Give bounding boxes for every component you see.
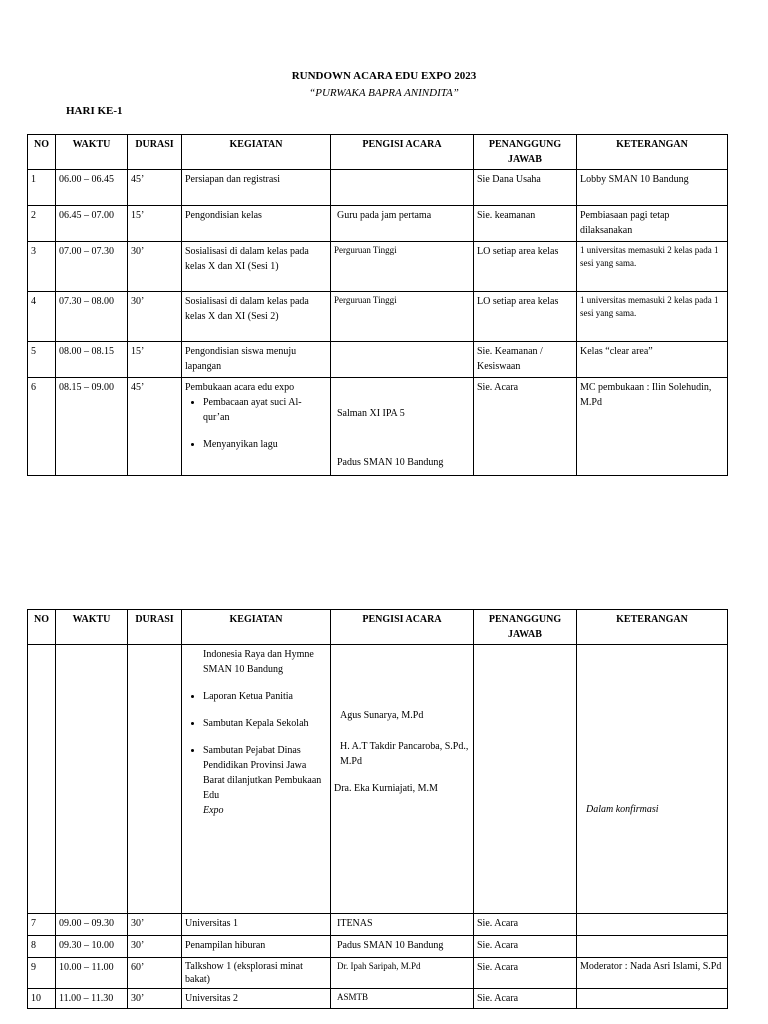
cell-pengisi: Dr. Ipah Saripah, M.Pd xyxy=(331,958,474,989)
table-row xyxy=(28,206,728,242)
table-row xyxy=(28,958,728,989)
cell-durasi: 45’ xyxy=(128,170,182,206)
cell-waktu: 11.00 – 11.30 xyxy=(56,989,128,1009)
table-row xyxy=(28,292,728,342)
table-row xyxy=(28,378,728,476)
cell-pengisi xyxy=(331,342,474,378)
document-subtitle: “PURWAKA BAPRA ANINDITA” xyxy=(309,87,459,99)
cell-durasi: 30’ xyxy=(128,914,182,936)
list-item: • Sambutan Kepala Sekolah xyxy=(203,716,327,731)
cell-kegiatan: Persiapan dan registrasi xyxy=(182,170,331,206)
table-row xyxy=(28,645,728,914)
cell-penanggung-jawab xyxy=(474,645,577,914)
cell-kegiatan: Talkshow 1 (eksplorasi minat bakat) xyxy=(182,958,331,989)
cell-keterangan xyxy=(577,914,728,936)
cell-durasi: 30’ xyxy=(128,242,182,292)
header-durasi: DURASI xyxy=(128,135,182,170)
kegiatan-text: Pembukaan acara edu expo xyxy=(185,382,295,393)
cell-no: 1 xyxy=(28,170,56,206)
cell-keterangan: Moderator : Nada Asri Islami, S.Pd xyxy=(577,958,728,989)
table-header-row xyxy=(28,610,728,645)
header-kegiatan: KEGIATAN xyxy=(182,135,331,170)
cell-kegiatan: Pengondisian kelas xyxy=(182,206,331,242)
document-title: RUNDOWN ACARA EDU EXPO 2023 xyxy=(291,70,477,82)
table-row xyxy=(28,989,728,1009)
kegiatan-list xyxy=(185,743,327,818)
header-waktu: WAKTU xyxy=(56,610,128,645)
table-row xyxy=(28,242,728,292)
cell-penanggung-jawab: Sie. Acara xyxy=(474,958,577,989)
cell-kegiatan: Penampilan hiburan xyxy=(182,936,331,958)
cell-kegiatan xyxy=(182,645,331,914)
cell-no: 10 xyxy=(28,989,56,1009)
cell-penanggung-jawab: Sie. Keamanan / Kesiswaan xyxy=(474,342,577,378)
header-kegiatan: KEGIATAN xyxy=(182,610,331,645)
cell-waktu xyxy=(56,645,128,914)
cell-kegiatan: Universitas 1 xyxy=(182,914,331,936)
cell-no xyxy=(28,645,56,914)
list-item xyxy=(203,743,327,818)
header-no: NO xyxy=(28,610,56,645)
cell-pengisi: Perguruan Tinggi xyxy=(331,242,474,292)
keterangan-text: Dalam konfirmasi xyxy=(586,804,659,815)
cell-keterangan xyxy=(577,936,728,958)
header-penanggung-jawab: PENANGGUNG JAWAB xyxy=(474,610,577,645)
cell-waktu: 07.30 – 08.00 xyxy=(56,292,128,342)
pengisi-item: Padus SMAN 10 Bandung xyxy=(337,457,444,468)
cell-waktu: 10.00 – 11.00 xyxy=(56,958,128,989)
kegiatan-list xyxy=(185,716,327,731)
cell-durasi: 60’ xyxy=(128,958,182,989)
table-row xyxy=(28,342,728,378)
cell-durasi: 30’ xyxy=(128,936,182,958)
cell-penanggung-jawab: Sie. Acara xyxy=(474,936,577,958)
header-waktu: WAKTU xyxy=(56,135,128,170)
cell-no: 3 xyxy=(28,242,56,292)
list-item: • Pembacaan ayat suci Al-qur’an xyxy=(203,395,327,425)
rundown-table-1 xyxy=(27,134,728,476)
cell-kegiatan: Sosialisasi di dalam kelas pada kelas X dan XI (Sesi 1) xyxy=(182,242,331,292)
cell-no: 9 xyxy=(28,958,56,989)
header-durasi: DURASI xyxy=(128,610,182,645)
cell-penanggung-jawab: LO setiap area kelas xyxy=(474,292,577,342)
kegiatan-list xyxy=(185,395,327,425)
cell-keterangan: 1 universitas memasuki 2 kelas pada 1 sesi yang sama. xyxy=(577,242,728,292)
table-header-row xyxy=(28,135,728,170)
cell-penanggung-jawab: Sie. Acara xyxy=(474,914,577,936)
cell-durasi: 15’ xyxy=(128,342,182,378)
cell-penanggung-jawab: LO setiap area kelas xyxy=(474,242,577,292)
cell-waktu: 08.15 – 09.00 xyxy=(56,378,128,476)
cell-no: 2 xyxy=(28,206,56,242)
list-item-expo: Expo xyxy=(203,805,224,816)
cell-waktu: 07.00 – 07.30 xyxy=(56,242,128,292)
cell-penanggung-jawab: Sie. keamanan xyxy=(474,206,577,242)
cell-waktu: 09.00 – 09.30 xyxy=(56,914,128,936)
header-penanggung-jawab: PENANGGUNG JAWAB xyxy=(474,135,577,170)
cell-durasi: 30’ xyxy=(128,292,182,342)
cell-durasi: 45’ xyxy=(128,378,182,476)
cell-keterangan xyxy=(577,645,728,914)
cell-keterangan: Pembiasaan pagi tetap dilaksanakan xyxy=(577,206,728,242)
cell-kegiatan: Universitas 2 xyxy=(182,989,331,1009)
header-pengisi-acara: PENGISI ACARA xyxy=(331,610,474,645)
header-pengisi-acara: PENGISI ACARA xyxy=(331,135,474,170)
cell-waktu: 06.00 – 06.45 xyxy=(56,170,128,206)
cell-no: 6 xyxy=(28,378,56,476)
kegiatan-list xyxy=(185,437,327,452)
cell-kegiatan: Sosialisasi di dalam kelas pada kelas X dan XI (Sesi 2) xyxy=(182,292,331,342)
cell-durasi xyxy=(128,645,182,914)
table-row xyxy=(28,914,728,936)
list-item: • Laporan Ketua Panitia xyxy=(203,689,327,704)
cell-no: 7 xyxy=(28,914,56,936)
cell-penanggung-jawab: Sie Dana Usaha xyxy=(474,170,577,206)
list-item-text: Sambutan Pejabat Dinas Pendidikan Provinsi Jawa Barat dilanjutkan Pembukaan Edu xyxy=(203,745,322,801)
cell-waktu: 08.00 – 08.15 xyxy=(56,342,128,378)
cell-kegiatan xyxy=(182,378,331,476)
cell-pengisi xyxy=(331,645,474,914)
cell-pengisi xyxy=(331,170,474,206)
cell-penanggung-jawab: Sie. Acara xyxy=(474,378,577,476)
cell-pengisi xyxy=(331,378,474,476)
day-label: HARI KE-1 xyxy=(66,105,123,117)
cell-waktu: 06.45 – 07.00 xyxy=(56,206,128,242)
cell-kegiatan: Pengondisian siswa menuju lapangan xyxy=(182,342,331,378)
rundown-table-2 xyxy=(27,609,728,1009)
pengisi-item: H. A.T Takdir Pancaroba, S.Pd., M.Pd xyxy=(340,741,469,767)
cell-pengisi: Padus SMAN 10 Bandung xyxy=(331,936,474,958)
cell-no: 8 xyxy=(28,936,56,958)
header-keterangan: KETERANGAN xyxy=(577,135,728,170)
pengisi-item: Dra. Eka Kurniajati, M.M xyxy=(334,783,438,794)
cell-pengisi: ASMTB xyxy=(331,989,474,1009)
cell-pengisi: Perguruan Tinggi xyxy=(331,292,474,342)
header-keterangan: KETERANGAN xyxy=(577,610,728,645)
table-row xyxy=(28,170,728,206)
kegiatan-list xyxy=(185,689,327,704)
table-row xyxy=(28,936,728,958)
pengisi-item: Agus Sunarya, M.Pd xyxy=(340,710,424,721)
cell-no: 5 xyxy=(28,342,56,378)
kegiatan-continuation: Indonesia Raya dan Hymne SMAN 10 Bandung xyxy=(203,649,314,675)
cell-pengisi: ITENAS xyxy=(331,914,474,936)
cell-keterangan: Kelas “clear area” xyxy=(577,342,728,378)
cell-keterangan xyxy=(577,989,728,1009)
cell-no: 4 xyxy=(28,292,56,342)
cell-keterangan: MC pembukaan : Ilin Solehudin, M.Pd xyxy=(577,378,728,476)
header-no: NO xyxy=(28,135,56,170)
cell-penanggung-jawab: Sie. Acara xyxy=(474,989,577,1009)
cell-waktu: 09.30 – 10.00 xyxy=(56,936,128,958)
cell-durasi: 15’ xyxy=(128,206,182,242)
list-item: • Menyanyikan lagu xyxy=(203,437,327,452)
cell-durasi: 30’ xyxy=(128,989,182,1009)
cell-keterangan: Lobby SMAN 10 Bandung xyxy=(577,170,728,206)
pengisi-item: Salman XI IPA 5 xyxy=(337,408,405,419)
cell-keterangan: 1 universitas memasuki 2 kelas pada 1 sesi yang sama. xyxy=(577,292,728,342)
cell-pengisi: Guru pada jam pertama xyxy=(331,206,474,242)
